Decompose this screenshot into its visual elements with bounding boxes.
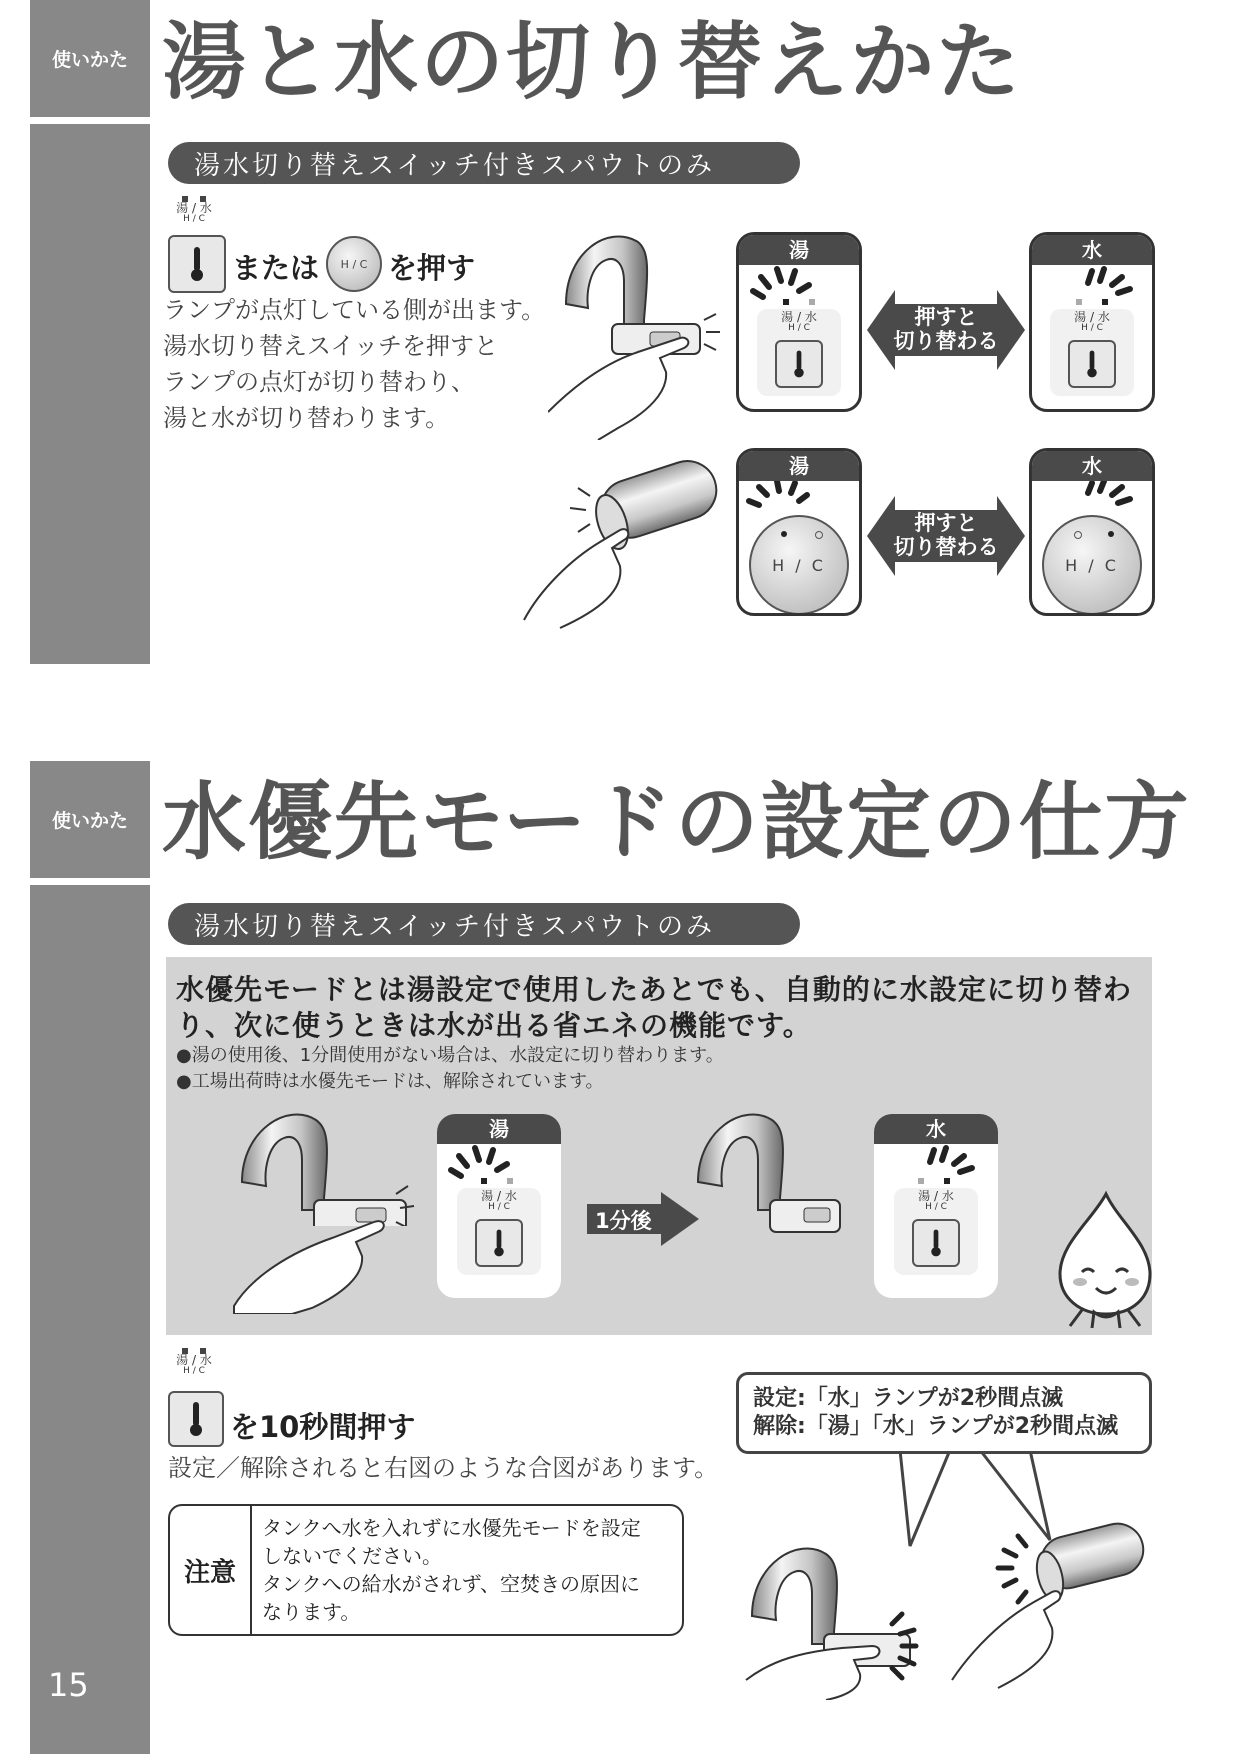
panel-title: 湯	[739, 451, 859, 481]
panel-cold-round	[1029, 448, 1155, 616]
hc-round-button[interactable]	[326, 236, 382, 292]
page-title-water-priority: 水優先モードの設定の仕方	[162, 773, 1191, 871]
signal-bubble	[736, 1372, 1152, 1454]
thermometer-icon	[1084, 349, 1100, 379]
bubble-line: 設定:「水」ランプが2秒間点滅	[753, 1386, 1064, 1411]
description-line: ランプの点灯が切り替わり、	[163, 368, 475, 396]
caution-box	[168, 1504, 684, 1636]
faucet-illustration	[688, 1096, 848, 1246]
caution-line: しないでください。	[262, 1544, 442, 1568]
after-label: 1分後	[595, 1209, 652, 1233]
hot-cold-switch-button	[912, 1219, 960, 1267]
panel-title: 水	[874, 1114, 998, 1144]
bullet-item: ●湯の使用後、1分間使用がない場合は、水設定に切り替わります。	[176, 1045, 724, 1066]
side-tab-usage: 使いかた	[30, 761, 150, 878]
water-drop-mascot	[1052, 1190, 1158, 1332]
side-bar	[30, 885, 150, 1754]
instruction-or: または	[232, 251, 320, 285]
lamp-sub-label: H / C	[1081, 323, 1103, 334]
instruction-push: を押す	[388, 251, 476, 285]
lamp-sub-label: H / C	[183, 1366, 205, 1377]
hc-label: H / C	[772, 555, 826, 575]
panel-hot-switch	[736, 232, 862, 412]
lamp-label: 湯 / 水	[176, 1353, 212, 1367]
thermometer-icon	[791, 349, 807, 379]
lamp-flash-icon	[437, 1144, 557, 1188]
hot-cold-switch-button	[475, 1219, 523, 1267]
lamp-flash-icon	[874, 1144, 994, 1188]
description-line: 湯水切り替えスイッチを押すと	[163, 332, 499, 360]
lamp-flash-icon	[739, 265, 859, 309]
hot-cold-switch-button	[1068, 340, 1116, 388]
cylinder-spout-illustration	[520, 450, 730, 630]
lamp-flash-icon	[1032, 265, 1152, 309]
hot-cold-switch-button[interactable]	[168, 1391, 224, 1447]
arrow-label-line: 押すと	[914, 511, 978, 535]
panel-title: 水	[1032, 235, 1152, 265]
bullet-item: ●工場出荷時は水優先モードは、解除されています。	[176, 1071, 604, 1092]
cylinder-flashing-illustration	[948, 1510, 1158, 1690]
lamp-label: 湯 / 水	[781, 310, 817, 324]
switch-arrow	[867, 496, 1025, 576]
side-bar	[30, 124, 150, 664]
thermometer-icon	[928, 1228, 944, 1258]
faucet-illustration	[232, 1096, 422, 1314]
panel-title: 湯	[739, 235, 859, 265]
thermometer-icon	[491, 1228, 507, 1258]
section-pill-spout-only: 湯水切り替えスイッチ付きスパウトのみ	[168, 142, 800, 184]
hot-cold-switch-button[interactable]	[168, 235, 226, 293]
switch-arrow	[867, 290, 1025, 370]
signal-note: 設定／解除されると右図のような合図があります。	[168, 1454, 719, 1482]
intro-line: 水優先モードとは湯設定で使用したあとでも、自動的に水設定に切り替わ	[176, 973, 1132, 1006]
arrow-label-line: 切り替わる	[893, 329, 999, 353]
lamp-sub-label: H / C	[488, 1202, 510, 1213]
description-line: ランプが点灯している側が出ます。	[163, 296, 546, 324]
panel-cold-switch	[874, 1114, 998, 1298]
lamp-sub-label: H / C	[788, 323, 810, 334]
hc-label: H / C	[340, 257, 368, 271]
arrow-label-line: 切り替わる	[893, 535, 999, 559]
hc-round-button	[749, 515, 849, 615]
lamp-label: 湯 / 水	[1074, 310, 1110, 324]
panel-title: 水	[1032, 451, 1152, 481]
lamp-indicator	[170, 196, 218, 225]
lamp-label: 湯 / 水	[481, 1189, 517, 1203]
bubble-line: 解除:「湯」「水」ランプが2秒間点滅	[753, 1414, 1119, 1439]
lamp-flash-icon	[1032, 481, 1152, 515]
page-title-switching: 湯と水の切り替えかた	[162, 13, 1023, 111]
description-block	[163, 292, 545, 436]
arrow-label-line: 押すと	[914, 305, 978, 329]
caution-line: タンクへ水を入れずに水優先モードを設定	[262, 1516, 641, 1540]
caution-label: 注意	[170, 1506, 252, 1634]
caution-line: タンクへの給水がされず、空焚きの原因に	[262, 1572, 640, 1596]
instruction-hold: を10秒間押す	[230, 1410, 416, 1444]
lamp-flash-icon	[739, 481, 859, 515]
lamp-label: 湯 / 水	[176, 201, 212, 215]
section-pill-spout-only: 湯水切り替えスイッチ付きスパウトのみ	[168, 903, 800, 945]
caution-line: なります。	[262, 1600, 361, 1624]
faucet-illustration	[548, 212, 738, 440]
thermometer-icon	[187, 245, 207, 283]
panel-title: 湯	[437, 1114, 561, 1144]
hot-cold-switch-button	[775, 340, 823, 388]
intro-line: り、次に使うときは水が出る省エネの機能です。	[176, 1009, 812, 1042]
lamp-sub-label: H / C	[925, 1202, 947, 1213]
page-number: 15	[48, 1666, 89, 1704]
hc-round-button	[1042, 515, 1142, 615]
panel-hot-switch	[437, 1114, 561, 1298]
panel-hot-round	[736, 448, 862, 616]
side-tab-usage: 使いかた	[30, 0, 150, 117]
hc-label: H / C	[1065, 555, 1119, 575]
description-line: 湯と水が切り替わります。	[163, 404, 450, 432]
panel-cold-switch	[1029, 232, 1155, 412]
lamp-label: 湯 / 水	[918, 1189, 954, 1203]
after-one-minute-arrow	[587, 1192, 699, 1246]
lamp-sub-label: H / C	[183, 214, 205, 225]
lamp-indicator	[170, 1348, 218, 1377]
faucet-flashing-illustration	[742, 1530, 942, 1700]
thermometer-icon	[186, 1400, 206, 1438]
